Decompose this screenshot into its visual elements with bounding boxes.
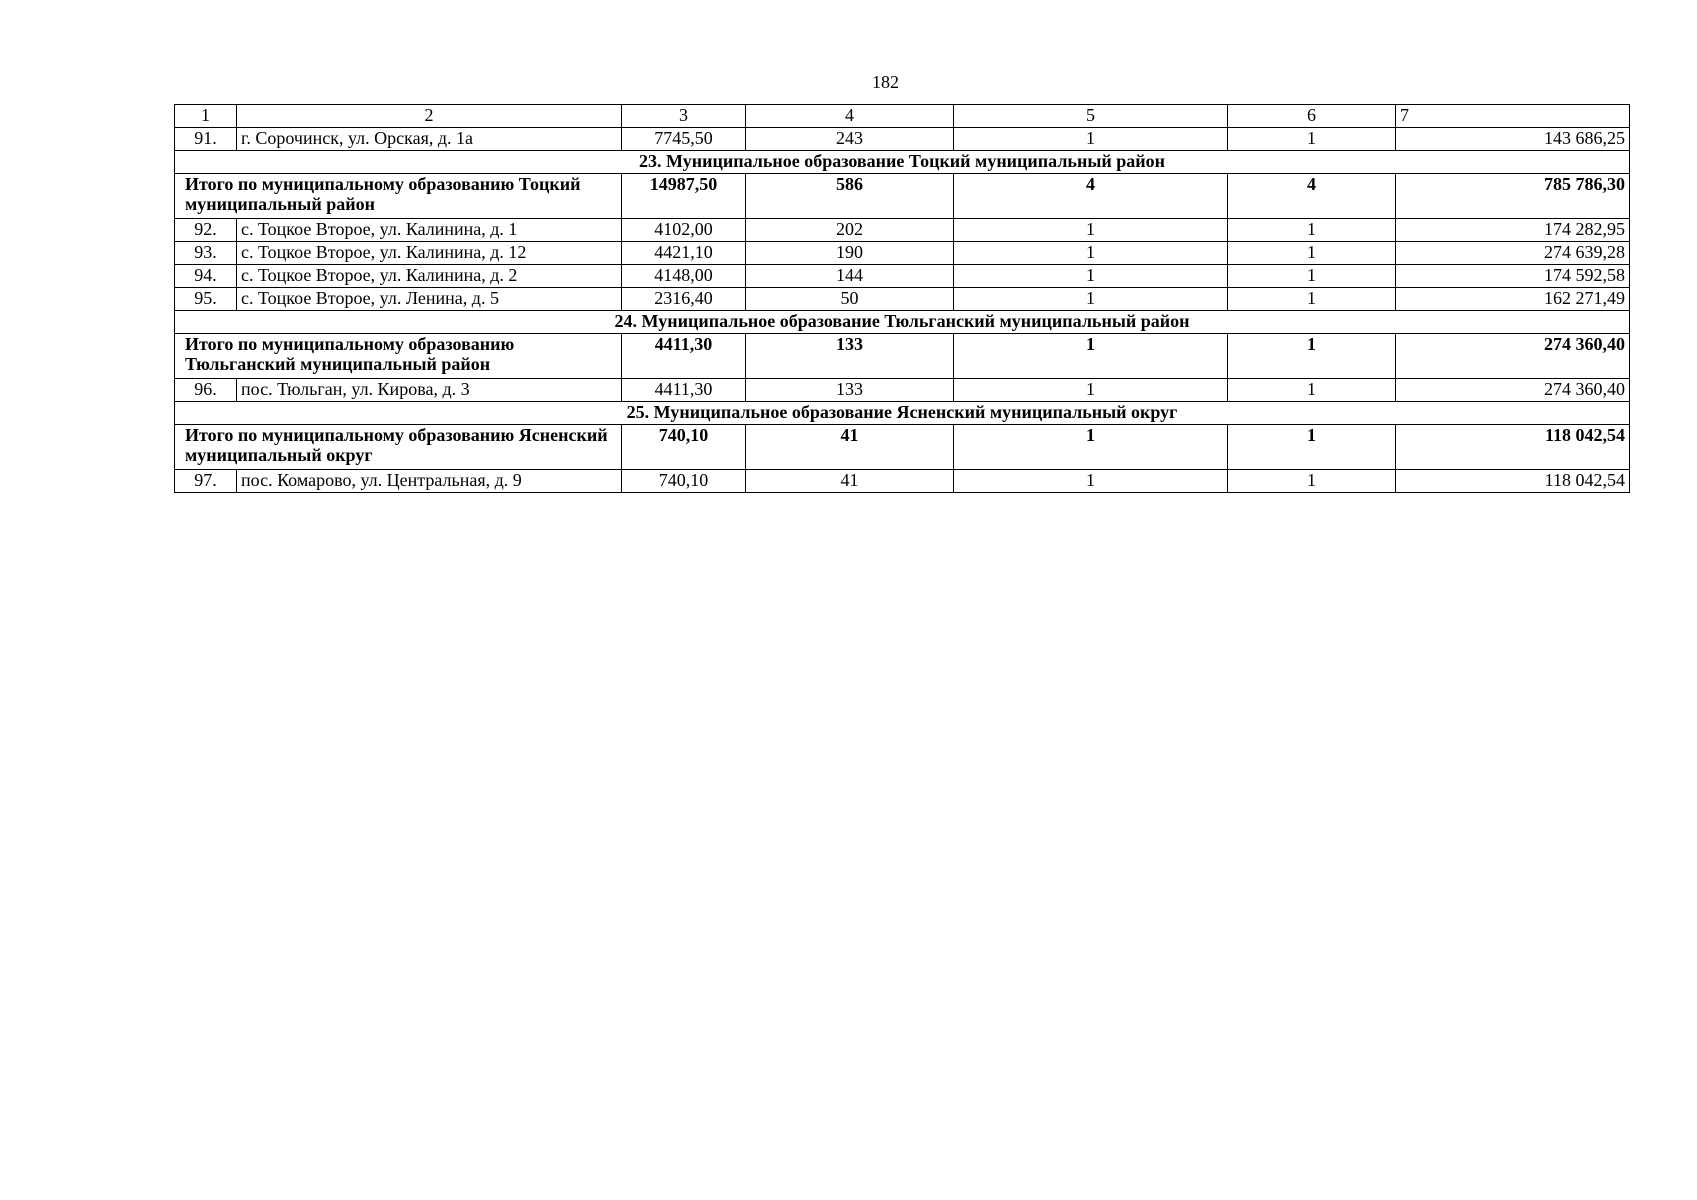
row-number: 97. <box>175 470 237 493</box>
total-label: Итого по муниципальному образованию Тюльганский муниципальный район <box>175 334 622 379</box>
column-6-value: 4 <box>1228 174 1396 219</box>
table-row <box>175 219 1630 242</box>
area-value: 4421,10 <box>622 242 746 265</box>
cost-value: 785 786,30 <box>1396 174 1630 219</box>
table-row <box>175 470 1630 493</box>
area-value: 4411,30 <box>622 379 746 402</box>
column-6-value: 1 <box>1228 425 1396 470</box>
cost-value: 162 271,49 <box>1396 288 1630 311</box>
column-5-value: 1 <box>954 128 1228 151</box>
cost-value: 118 042,54 <box>1396 425 1630 470</box>
column-5-value: 1 <box>954 242 1228 265</box>
column-6-value: 1 <box>1228 379 1396 402</box>
address: с. Тоцкое Второе, ул. Калинина, д. 1 <box>237 219 622 242</box>
column-6-value: 1 <box>1228 470 1396 493</box>
address: пос. Комарово, ул. Центральная, д. 9 <box>237 470 622 493</box>
row-number: 96. <box>175 379 237 402</box>
total-label: Итого по муниципальному образованию Ясненский муниципальный округ <box>175 425 622 470</box>
count-value: 202 <box>746 219 954 242</box>
table-row <box>175 265 1630 288</box>
area-value: 740,10 <box>622 470 746 493</box>
count-value: 190 <box>746 242 954 265</box>
table-row <box>175 288 1630 311</box>
column-5-value: 1 <box>954 219 1228 242</box>
section-title: 23. Муниципальное образование Тоцкий муниципальный район <box>175 151 1630 174</box>
column-6-value: 1 <box>1228 128 1396 151</box>
section-header-row <box>175 402 1630 425</box>
total-row <box>175 174 1630 219</box>
column-number-cell: 4 <box>746 105 954 128</box>
table-row <box>175 242 1630 265</box>
column-number-cell: 2 <box>237 105 622 128</box>
cost-value: 274 360,40 <box>1396 379 1630 402</box>
column-number-cell: 6 <box>1228 105 1396 128</box>
cost-value: 174 282,95 <box>1396 219 1630 242</box>
column-5-value: 1 <box>954 334 1228 379</box>
table-row <box>175 128 1630 151</box>
page-number: 182 <box>872 72 899 92</box>
area-value: 4102,00 <box>622 219 746 242</box>
cost-value: 274 639,28 <box>1396 242 1630 265</box>
cost-value: 174 592,58 <box>1396 265 1630 288</box>
cost-value: 118 042,54 <box>1396 470 1630 493</box>
column-5-value: 1 <box>954 425 1228 470</box>
area-value: 4148,00 <box>622 265 746 288</box>
count-value: 243 <box>746 128 954 151</box>
address: с. Тоцкое Второе, ул. Ленина, д. 5 <box>237 288 622 311</box>
column-number-cell: 1 <box>175 105 237 128</box>
address: с. Тоцкое Второе, ул. Калинина, д. 12 <box>237 242 622 265</box>
column-6-value: 1 <box>1228 334 1396 379</box>
count-value: 50 <box>746 288 954 311</box>
section-header-row <box>175 311 1630 334</box>
row-number: 95. <box>175 288 237 311</box>
address: с. Тоцкое Второе, ул. Калинина, д. 2 <box>237 265 622 288</box>
column-number-cell: 7 <box>1396 105 1630 128</box>
column-number-cell: 3 <box>622 105 746 128</box>
count-value: 41 <box>746 470 954 493</box>
row-number: 94. <box>175 265 237 288</box>
column-5-value: 4 <box>954 174 1228 219</box>
area-value: 740,10 <box>622 425 746 470</box>
column-5-value: 1 <box>954 288 1228 311</box>
column-5-value: 1 <box>954 470 1228 493</box>
count-value: 144 <box>746 265 954 288</box>
column-6-value: 1 <box>1228 219 1396 242</box>
area-value: 14987,50 <box>622 174 746 219</box>
column-5-value: 1 <box>954 379 1228 402</box>
section-title: 24. Муниципальное образование Тюльганский муниципальный район <box>175 311 1630 334</box>
area-value: 2316,40 <box>622 288 746 311</box>
cost-value: 274 360,40 <box>1396 334 1630 379</box>
column-6-value: 1 <box>1228 242 1396 265</box>
section-header-row <box>175 151 1630 174</box>
cost-value: 143 686,25 <box>1396 128 1630 151</box>
count-value: 41 <box>746 425 954 470</box>
row-number: 93. <box>175 242 237 265</box>
total-row <box>175 334 1630 379</box>
count-value: 586 <box>746 174 954 219</box>
row-number: 92. <box>175 219 237 242</box>
total-label: Итого по муниципальному образованию Тоцкий муниципальный район <box>175 174 622 219</box>
count-value: 133 <box>746 379 954 402</box>
address: г. Сорочинск, ул. Орская, д. 1а <box>237 128 622 151</box>
total-row <box>175 425 1630 470</box>
data-table <box>174 104 1630 493</box>
row-number: 91. <box>175 128 237 151</box>
area-value: 4411,30 <box>622 334 746 379</box>
column-5-value: 1 <box>954 265 1228 288</box>
table-row <box>175 379 1630 402</box>
address: пос. Тюльган, ул. Кирова, д. 3 <box>237 379 622 402</box>
column-6-value: 1 <box>1228 288 1396 311</box>
section-title: 25. Муниципальное образование Ясненский муниципальный округ <box>175 402 1630 425</box>
area-value: 7745,50 <box>622 128 746 151</box>
table-body <box>175 105 1630 493</box>
column-6-value: 1 <box>1228 265 1396 288</box>
count-value: 133 <box>746 334 954 379</box>
column-number-row <box>175 105 1630 128</box>
column-number-cell: 5 <box>954 105 1228 128</box>
